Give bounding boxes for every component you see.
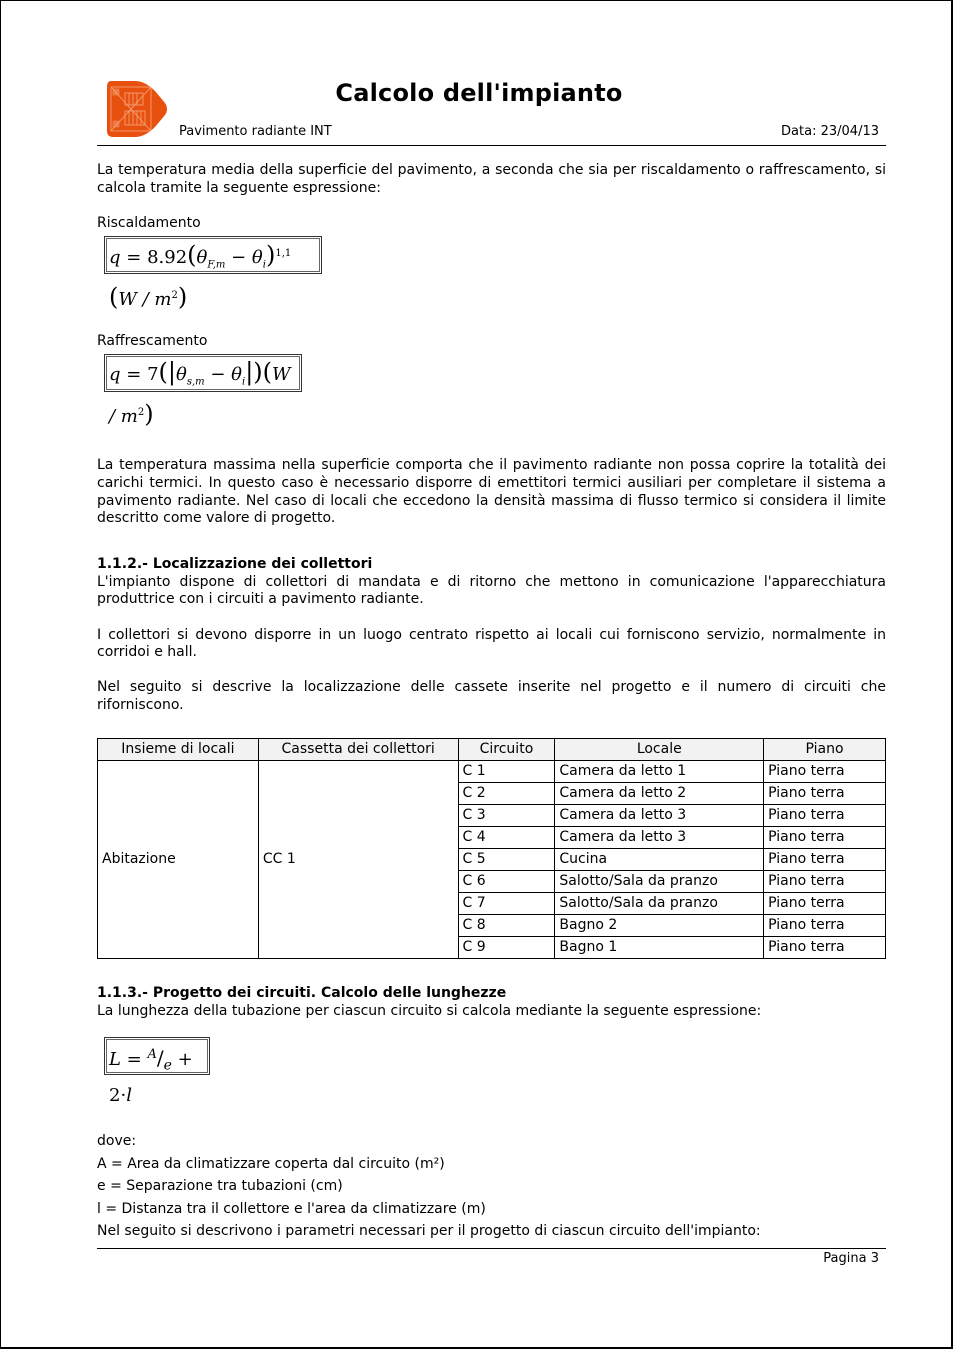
circuito-cell: C 2	[458, 783, 555, 805]
cooling-label: Raffrescamento	[97, 332, 208, 349]
locale-cell: Camera da letto 3	[555, 827, 764, 849]
document-body	[97, 162, 886, 1243]
section-112-p3: Nel seguito si descrive la localizzazione delle cassete inserite nel progetto e il numero di circuiti che riforniscono.	[97, 679, 886, 713]
piano-cell: Piano terra	[764, 849, 886, 871]
locale-cell: Salotto/Sala da pranzo	[555, 893, 764, 915]
column-header: Insieme di locali	[98, 739, 259, 761]
cooling-formula-wrap	[104, 350, 886, 427]
page-number: Pagina 3	[823, 1251, 879, 1266]
section-112-p2: I collettori si devono disporre in un luogo centrato rispetto ai locali cui forniscono servizio, normalmente in corridoi e hall.	[97, 626, 886, 661]
circuito-cell: C 6	[458, 871, 555, 893]
piano-cell: Piano terra	[764, 915, 886, 937]
piano-cell: Piano terra	[764, 871, 886, 893]
document-subtitle: Pavimento radiante INT	[179, 124, 332, 139]
column-header: Piano	[764, 739, 886, 761]
definition-item: A = Area da climatizzare coperta dal circuito (m²)	[97, 1155, 445, 1172]
table-header-row	[98, 739, 886, 761]
section-113-p1: La lunghezza della tubazione per ciascun circuito si calcola mediante la seguente espressione:	[97, 1003, 762, 1020]
length-formula: $L = ^A/_e + 2\cdot l$	[104, 1037, 210, 1075]
circuito-cell: C 9	[458, 937, 555, 959]
where-label: dove:	[97, 1133, 137, 1150]
column-header: Locale	[555, 739, 764, 761]
footer-divider	[97, 1248, 886, 1249]
locale-cell: Salotto/Sala da pranzo	[555, 871, 764, 893]
locale-cell: Camera da letto 2	[555, 783, 764, 805]
locale-cell: Cucina	[555, 849, 764, 871]
column-header: Cassetta dei collettori	[258, 739, 458, 761]
circuito-cell: C 1	[458, 761, 555, 783]
collectors-table	[97, 738, 886, 959]
circuito-cell: C 7	[458, 893, 555, 915]
closing-paragraph: Nel seguito si descrivono i parametri necessari per il progetto di ciascun circuito dell'impianto:	[97, 1223, 761, 1240]
locale-cell: Bagno 1	[555, 937, 764, 959]
heating-formula: $q = 8.92(\theta_{F,m} - \theta_i)^{1,1}$ $(W / m^2)$	[104, 236, 322, 274]
circuito-cell: C 4	[458, 827, 555, 849]
cooling-formula: $q = 7(|\theta_{s,m} - \theta_i|)(W / m^2)$	[104, 354, 302, 392]
heating-formula-wrap	[104, 232, 886, 310]
section-112-p1: L'impianto dispone di collettori di mandata e di ritorno che mettono in comunicazione l'apparecchiatura produttrice con i circuiti a pavimento radiante.	[97, 573, 886, 608]
piano-cell: Piano terra	[764, 783, 886, 805]
group-cell: Abitazione	[98, 761, 259, 959]
header-divider	[97, 145, 886, 146]
circuito-cell: C 8	[458, 915, 555, 937]
piano-cell: Piano terra	[764, 937, 886, 959]
length-formula-wrap	[104, 1033, 886, 1106]
document-date: Data: 23/04/13	[781, 124, 879, 139]
cassetta-cell: CC 1	[258, 761, 458, 959]
circuito-cell: C 3	[458, 805, 555, 827]
circuito-cell: C 5	[458, 849, 555, 871]
piano-cell: Piano terra	[764, 893, 886, 915]
heating-label: Riscaldamento	[97, 214, 201, 231]
locale-cell: Camera da letto 1	[555, 761, 764, 783]
definition-item: l = Distanza tra il collettore e l'area da climatizzare (m)	[97, 1200, 486, 1217]
page-title: Calcolo dell'impianto	[335, 79, 623, 107]
piano-cell: Piano terra	[764, 827, 886, 849]
section-heading-113: 1.1.3.- Progetto dei circuiti. Calcolo delle lunghezze	[97, 985, 507, 1002]
piano-cell: Piano terra	[764, 805, 886, 827]
locale-cell: Bagno 2	[555, 915, 764, 937]
section-heading-112: 1.1.2.- Localizzazione dei collettori	[97, 555, 373, 572]
table-row	[98, 761, 886, 783]
max-temp-paragraph: La temperatura massima nella superficie comporta che il pavimento radiante non possa coprire la totalità dei carichi termici. In questo caso è necessario disporre di emettitori termici ausiliari per completare il sistema a pavimento radiante. Nel caso di locali che eccedono la densità massima di flusso termico si considera il limite descritto come valore di progetto.	[97, 457, 886, 527]
intro-paragraph: La temperatura media della superficie del pavimento, a seconda che sia per riscaldamento o raffrescamento, si calcola tramite la seguente espressione:	[97, 162, 886, 196]
locale-cell: Camera da letto 3	[555, 805, 764, 827]
column-header: Circuito	[458, 739, 555, 761]
piano-cell: Piano terra	[764, 761, 886, 783]
definition-item: e = Separazione tra tubazioni (cm)	[97, 1178, 343, 1195]
